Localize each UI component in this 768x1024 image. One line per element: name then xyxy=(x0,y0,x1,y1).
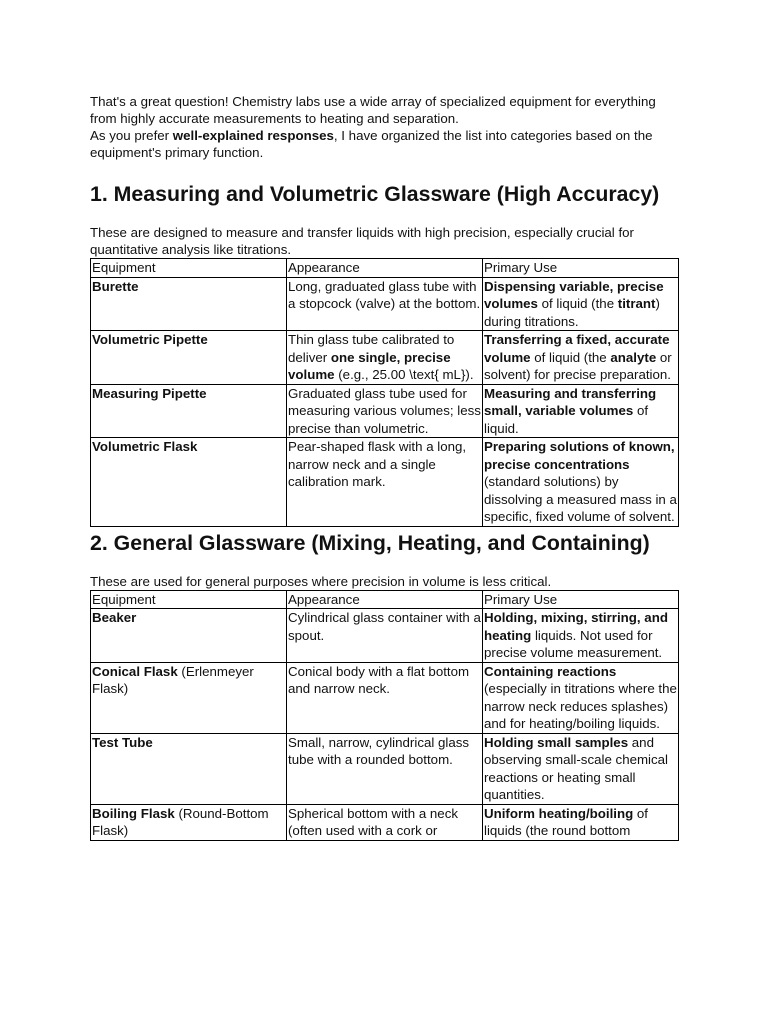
table-row xyxy=(91,662,679,733)
cell-text: (especially in titrations where the narrow neck reduces splashes) and for heating/boiling liquids. xyxy=(484,681,677,731)
cell-text: Containing reactions xyxy=(484,663,617,679)
intro-text-bold: well-explained responses xyxy=(172,128,334,143)
primary-use-cell xyxy=(483,331,679,385)
appearance-cell xyxy=(287,662,483,733)
header-appearance: Appearance xyxy=(287,590,483,609)
header-primary-use: Primary Use xyxy=(483,259,679,278)
cell-text: Graduated glass tube used for measuring various volumes; less precise than volumetric. xyxy=(288,385,481,436)
cell-text: Holding, mixing, stirring, and heating xyxy=(484,610,668,643)
cell-text: (e.g., 25.00 \text{ mL}). xyxy=(334,367,474,382)
cell-text: Uniform heating/boiling xyxy=(484,805,634,821)
equipment-name: Beaker xyxy=(92,610,137,625)
cell-text: one single, precise volume xyxy=(288,349,451,382)
cell-text: or solvent) for precise preparation. xyxy=(484,349,672,382)
primary-use-cell xyxy=(483,662,679,733)
cell-text: of liquid (the xyxy=(530,349,611,365)
cell-text: of liquid (the xyxy=(537,296,618,311)
intro-paragraph-2 xyxy=(90,127,680,161)
equipment-cell xyxy=(91,384,287,438)
cell-text: liquids. Not used for precise volume measurement. xyxy=(484,627,663,660)
section1-description: These are designed to measure and transfer liquids with high precision, especially crucial for quantitative analysis like titrations. xyxy=(90,225,634,257)
cell-text: Preparing solutions of known, precise concentrations xyxy=(484,439,675,472)
header-equipment: Equipment xyxy=(91,259,287,278)
section1-table xyxy=(90,258,679,527)
table-header-row xyxy=(91,259,679,278)
table-row xyxy=(91,733,679,804)
cell-text: analyte xyxy=(610,349,657,365)
intro-text-pre: As you prefer xyxy=(90,128,173,143)
table-row xyxy=(91,609,679,663)
table-row xyxy=(91,438,679,527)
appearance-cell xyxy=(287,331,483,385)
appearance-cell xyxy=(287,438,483,527)
cell-text: of liquids (the round bottom xyxy=(484,805,649,838)
primary-use-cell xyxy=(483,733,679,804)
table-header-row xyxy=(91,590,679,609)
intro-paragraph-1: That's a great question! Chemistry labs use a wide array of specialized equipment for everything from highly accurate measurements to heating and separation. xyxy=(90,94,656,126)
table-row xyxy=(91,804,679,840)
equipment-name: Conical Flask xyxy=(92,663,178,679)
cell-text: titrant xyxy=(617,296,656,311)
cell-text: Thin glass tube calibrated to deliver xyxy=(288,332,455,365)
appearance-cell xyxy=(287,804,483,840)
appearance-cell xyxy=(287,733,483,804)
section2-table xyxy=(90,590,679,841)
cell-text: Conical body with a flat bottom and narrow neck. xyxy=(288,663,470,696)
cell-text: of liquid. xyxy=(484,403,649,436)
cell-text: Dispensing variable, precise volumes xyxy=(484,278,664,311)
primary-use-cell xyxy=(483,277,679,331)
header-primary-use: Primary Use xyxy=(483,590,679,609)
equipment-cell xyxy=(91,277,287,331)
equipment-cell xyxy=(91,733,287,804)
header-equipment: Equipment xyxy=(91,590,287,609)
cell-text: Spherical bottom with a neck (often used with a cork or xyxy=(288,805,458,838)
intro-text-post: , I have organized the list into categories based on the equipment's primary function. xyxy=(90,128,653,160)
section1-heading: 1. Measuring and Volumetric Glassware (High Accuracy) xyxy=(90,182,660,206)
primary-use-cell xyxy=(483,384,679,438)
cell-text: Transferring a fixed, accurate volume xyxy=(484,332,670,365)
table-row xyxy=(91,384,679,438)
cell-text: Measuring and transferring small, variable volumes xyxy=(484,385,657,418)
equipment-cell xyxy=(91,438,287,527)
primary-use-cell xyxy=(483,804,679,840)
header-appearance: Appearance xyxy=(287,259,483,278)
equipment-cell xyxy=(91,662,287,733)
primary-use-cell xyxy=(483,438,679,527)
equipment-name: Burette xyxy=(92,278,139,294)
section2-description: These are used for general purposes where precision in volume is less critical. xyxy=(90,573,552,589)
document-page xyxy=(90,93,680,841)
cell-text: ) during titrations. xyxy=(484,296,660,329)
equipment-name: Volumetric Pipette xyxy=(92,332,208,347)
cell-text: and observing small-scale chemical reactions or heating small quantities. xyxy=(484,734,669,802)
equipment-name: Volumetric Flask xyxy=(92,439,198,454)
cell-text: Holding small samples xyxy=(484,734,629,750)
equipment-name: Boiling Flask xyxy=(92,805,175,821)
equipment-name: Test Tube xyxy=(92,734,153,750)
equipment-name: Measuring Pipette xyxy=(92,385,207,401)
appearance-cell xyxy=(287,609,483,663)
equipment-cell xyxy=(91,331,287,385)
appearance-cell xyxy=(287,384,483,438)
equipment-alt-name: (Erlenmeyer Flask) xyxy=(92,663,254,696)
appearance-cell xyxy=(287,277,483,331)
cell-text: Small, narrow, cylindrical glass tube with a rounded bottom. xyxy=(288,734,470,767)
equipment-cell xyxy=(91,804,287,840)
table-row xyxy=(91,331,679,385)
cell-text: Cylindrical glass container with a spout. xyxy=(288,610,481,643)
table-row xyxy=(91,277,679,331)
cell-text: Long, graduated glass tube with a stopcock (valve) at the bottom. xyxy=(288,278,481,311)
section2-heading: 2. General Glassware (Mixing, Heating, and Containing) xyxy=(90,530,650,555)
equipment-cell xyxy=(91,609,287,663)
cell-text: (standard solutions) by dissolving a measured mass in a specific, fixed volume of solvent. xyxy=(484,474,677,524)
equipment-alt-name: (Round-Bottom Flask) xyxy=(92,805,269,838)
cell-text: Pear-shaped flask with a long, narrow neck and a single calibration mark. xyxy=(288,439,467,489)
primary-use-cell xyxy=(483,609,679,663)
